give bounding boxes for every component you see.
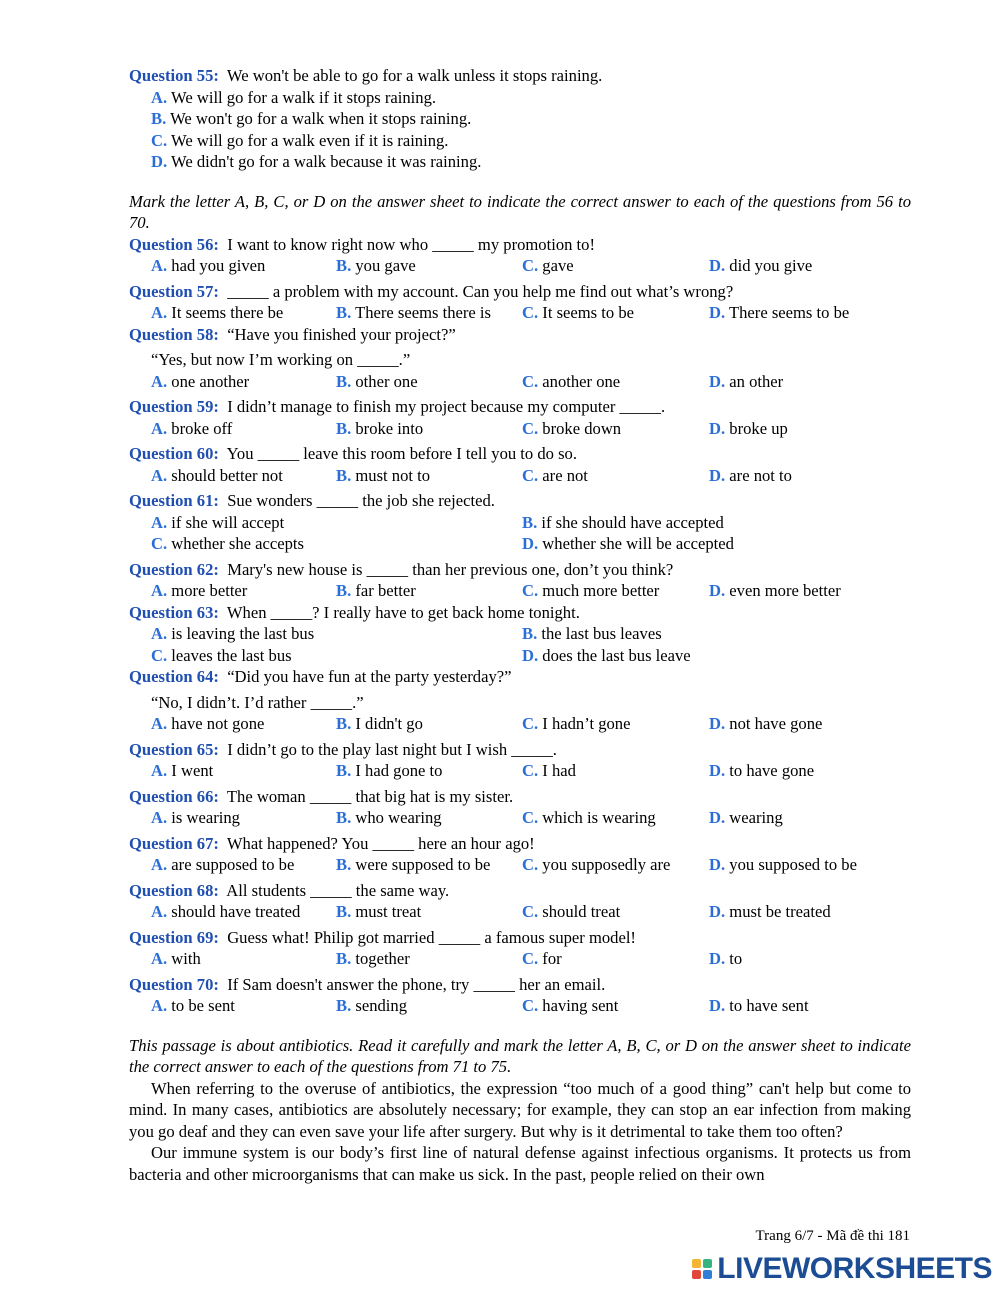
option-a[interactable]: A. are supposed to be [151, 855, 295, 874]
option-a[interactable]: A. should have treated [151, 902, 301, 921]
option-c[interactable]: C. I hadn’t gone [522, 714, 631, 733]
page-footer: Trang 6/7 - Mã đề thi 181 [755, 1228, 910, 1244]
option-c[interactable]: C. It seems to be [522, 303, 635, 322]
logo-text: LIVEWORKSHEETS [717, 1252, 992, 1285]
question-number: Question 61: [129, 491, 219, 510]
option-b[interactable]: B. far better [336, 581, 416, 600]
option-d[interactable]: D. There seems to be [709, 303, 850, 322]
option-b[interactable]: B. together [336, 949, 410, 968]
options-row [129, 465, 911, 487]
option-d[interactable]: D. whether she will be accepted [522, 534, 734, 553]
question-text: I want to know right now who _____ my promotion to! [227, 234, 595, 254]
question-block [129, 396, 911, 439]
option-d[interactable]: D. are not to [709, 465, 792, 485]
question-number: Question 59: [129, 397, 219, 416]
question-number: Question 62: [129, 559, 219, 579]
question-block [129, 559, 911, 602]
options-row [129, 623, 911, 645]
option-a[interactable]: A. should better not [151, 465, 283, 485]
question-block [129, 833, 911, 876]
question-text: All students _____ the same way. [226, 880, 450, 900]
question-block [129, 974, 911, 1017]
options-row [129, 512, 911, 534]
option-a[interactable]: A. broke off [151, 418, 233, 438]
option-d[interactable]: D. to have sent [709, 996, 809, 1015]
question-stem [129, 443, 911, 465]
options-row [129, 255, 911, 277]
instruction-56-70: Mark the letter A, B, C, or D on the answer sheet to indicate the correct answer to each of the questions from 56 to 70. [129, 191, 911, 232]
question-text: I didn’t manage to finish my project because my computer _____. [227, 397, 666, 416]
question-stem [129, 739, 911, 761]
option-b[interactable]: B. if she should have accepted [522, 512, 724, 532]
options-row [129, 713, 911, 735]
options-row [129, 418, 911, 440]
question-block [129, 234, 911, 277]
question-block [129, 324, 911, 393]
option-c[interactable]: C. having sent [522, 996, 619, 1015]
option-b[interactable]: B. must treat [336, 902, 422, 921]
options-row [129, 580, 911, 602]
options-row [129, 302, 911, 324]
instruction-71-75: This passage is about antibiotics. Read it carefully and mark the letter A, B, C, or D on the answer sheet to indicate the correct answer to each of the questions from 71 to 75. [129, 1035, 911, 1076]
question-text: You _____ leave this room before I tell you to do so. [226, 444, 578, 463]
question-text: When _____? I really have to get back home tonight. [226, 602, 580, 622]
option-c[interactable]: C. you supposedly are [522, 855, 671, 874]
option-b[interactable]: B. other one [336, 371, 418, 391]
question-text: We won't be able to go for a walk unless it stops raining. [226, 66, 603, 85]
question-block [129, 490, 911, 555]
option-a[interactable]: A. to be sent [151, 996, 235, 1015]
option-d[interactable]: D. not have gone [709, 714, 823, 733]
option-b[interactable]: B. sending [336, 996, 407, 1015]
question-number: Question 58: [129, 324, 219, 344]
options-row [129, 533, 911, 555]
passage-paragraph-2: Our immune system is our body’s first line of natural defense against infectious organisms. It protects us from bacteria and other microorganisms that can make us sick. In the past, people relied on their own [129, 1143, 911, 1184]
option-a[interactable]: A. It seems there be [151, 303, 284, 322]
question-stem [129, 602, 911, 624]
question-number: Question 67: [129, 833, 219, 853]
question-number: Question 60: [129, 444, 219, 463]
question-dialogue-line: “Yes, but now I’m working on _____.” [151, 350, 411, 369]
option-a[interactable]: A. had you given [151, 256, 266, 275]
option-c[interactable]: C. I had [522, 761, 576, 780]
option-c[interactable]: C. should treat [522, 902, 621, 921]
question-text: I didn’t go to the play last night but I wish _____. [227, 739, 557, 759]
option-d[interactable]: D. you supposed to be [709, 855, 857, 874]
question-text: “Have you finished your project?” [227, 324, 456, 344]
worksheet-page [129, 65, 911, 1185]
option-d[interactable]: D. wearing [709, 808, 783, 827]
option-b[interactable]: B. I didn't go [336, 714, 423, 733]
question-block [129, 927, 911, 970]
option-c[interactable]: C. are not [522, 465, 588, 485]
question-text: The woman _____ that big hat is my sister. [226, 786, 514, 806]
options-row [129, 854, 911, 876]
option-c[interactable]: C. gave [522, 256, 574, 275]
option-b[interactable]: B. the last bus leaves [522, 624, 662, 643]
option-a[interactable]: A. I went [151, 761, 214, 780]
question-number: Question 65: [129, 739, 219, 759]
question-stem [129, 234, 911, 256]
question-stem [129, 559, 911, 581]
question-number: Question 63: [129, 602, 219, 622]
option-d[interactable]: D. even more better [709, 581, 841, 600]
option-c[interactable]: C. whether she accepts [151, 534, 304, 553]
question-text: Sue wonders _____ the job she rejected. [227, 491, 495, 510]
question-list [129, 234, 911, 1017]
question-text: Guess what! Philip got married _____ a famous super model! [227, 927, 636, 947]
options-row [129, 995, 911, 1017]
option-d[interactable]: D. broke up [709, 418, 788, 438]
question-number: Question 66: [129, 786, 219, 806]
option-a[interactable]: A. is leaving the last bus [151, 624, 315, 643]
question-block [129, 786, 911, 829]
logo-icon [692, 1259, 712, 1279]
question-dialogue-line: “No, I didn’t. I’d rather _____.” [151, 692, 364, 712]
option-c[interactable]: C. another one [522, 371, 621, 391]
question-number: Question 56: [129, 234, 219, 254]
question-text: “Did you have fun at the party yesterday?” [227, 667, 512, 686]
option-a[interactable]: A. have not gone [151, 714, 265, 733]
option-b[interactable]: B. must not to [336, 465, 431, 485]
question-block [129, 443, 911, 486]
question-text: Mary's new house is _____ than her previous one, don’t you think? [227, 559, 674, 579]
option-d[interactable]: D. must be treated [709, 902, 831, 921]
liveworksheets-logo [692, 1252, 992, 1286]
option-c[interactable]: C. leaves the last bus [151, 645, 292, 665]
options-row [129, 760, 911, 782]
option-a[interactable]: A. is wearing [151, 808, 240, 827]
question-stem [129, 927, 911, 949]
option-a[interactable]: A. more better [151, 581, 248, 600]
option-b[interactable]: B. We won't go for a walk when it stops raining. [151, 109, 472, 128]
option-c[interactable]: C. much more better [522, 581, 660, 600]
option-a[interactable]: A. if she will accept [151, 512, 285, 532]
option-d[interactable]: D. We didn't go for a walk because it was raining. [151, 152, 482, 171]
question-stem [129, 786, 911, 808]
question-stem [129, 974, 911, 996]
option-a[interactable]: A. with [151, 949, 201, 968]
option-c[interactable]: C. which is wearing [522, 808, 656, 827]
question-stem [129, 324, 911, 346]
question-text: What happened? You _____ here an hour ago! [226, 833, 535, 853]
option-a[interactable]: A. We will go for a walk if it stops raining. [151, 87, 437, 107]
question-number: Question 57: [129, 281, 219, 301]
question-block [129, 880, 911, 923]
options-row [129, 807, 911, 829]
question-number: Question 69: [129, 927, 219, 947]
question-stem [129, 666, 911, 688]
option-b[interactable]: B. I had gone to [336, 761, 443, 780]
question-stem [129, 880, 911, 902]
question-block [129, 602, 911, 667]
question-number: Question 55: [129, 66, 219, 85]
question-stem [129, 396, 911, 418]
question-text: If Sam doesn't answer the phone, try _____ her an email. [227, 974, 606, 994]
passage-paragraph-1: When referring to the overuse of antibiotics, the expression “too much of a good thing” can't help but come to mind. In many cases, antibiotics are absolutely necessary; for example, they can stop an ear infection from making you go deaf and they can even save your life after surgery. But why is it detrimental to take them too often? [129, 1078, 911, 1141]
option-c[interactable]: C. broke down [522, 418, 622, 438]
question-stem [129, 833, 911, 855]
question-text: _____ a problem with my account. Can you help me find out what’s wrong? [227, 281, 734, 301]
question-number: Question 64: [129, 667, 219, 686]
option-a[interactable]: A. one another [151, 371, 250, 391]
question-stem [129, 281, 911, 303]
options-row [129, 901, 911, 923]
question-block [129, 739, 911, 782]
option-b[interactable]: B. There seems there is [336, 303, 491, 322]
option-b[interactable]: B. you gave [336, 256, 416, 275]
option-d[interactable]: D. an other [709, 371, 784, 391]
options-row [129, 645, 911, 667]
options-row [129, 371, 911, 393]
option-d[interactable]: D. to have gone [709, 761, 815, 780]
option-c[interactable]: C. We will go for a walk even if it is raining. [151, 130, 449, 150]
question-55-stem [129, 65, 911, 87]
option-c[interactable]: C. for [522, 949, 562, 968]
option-b[interactable]: B. broke into [336, 418, 424, 438]
options-row [129, 948, 911, 970]
question-number: Question 68: [129, 880, 219, 900]
question-block [129, 281, 911, 324]
option-d[interactable]: D. does the last bus leave [522, 645, 691, 665]
option-d[interactable]: D. did you give [709, 256, 813, 275]
option-b[interactable]: B. who wearing [336, 808, 442, 827]
question-stem [129, 490, 911, 512]
question-block [129, 666, 911, 735]
option-d[interactable]: D. to [709, 949, 743, 968]
option-b[interactable]: B. were supposed to be [336, 855, 491, 874]
question-number: Question 70: [129, 974, 219, 994]
